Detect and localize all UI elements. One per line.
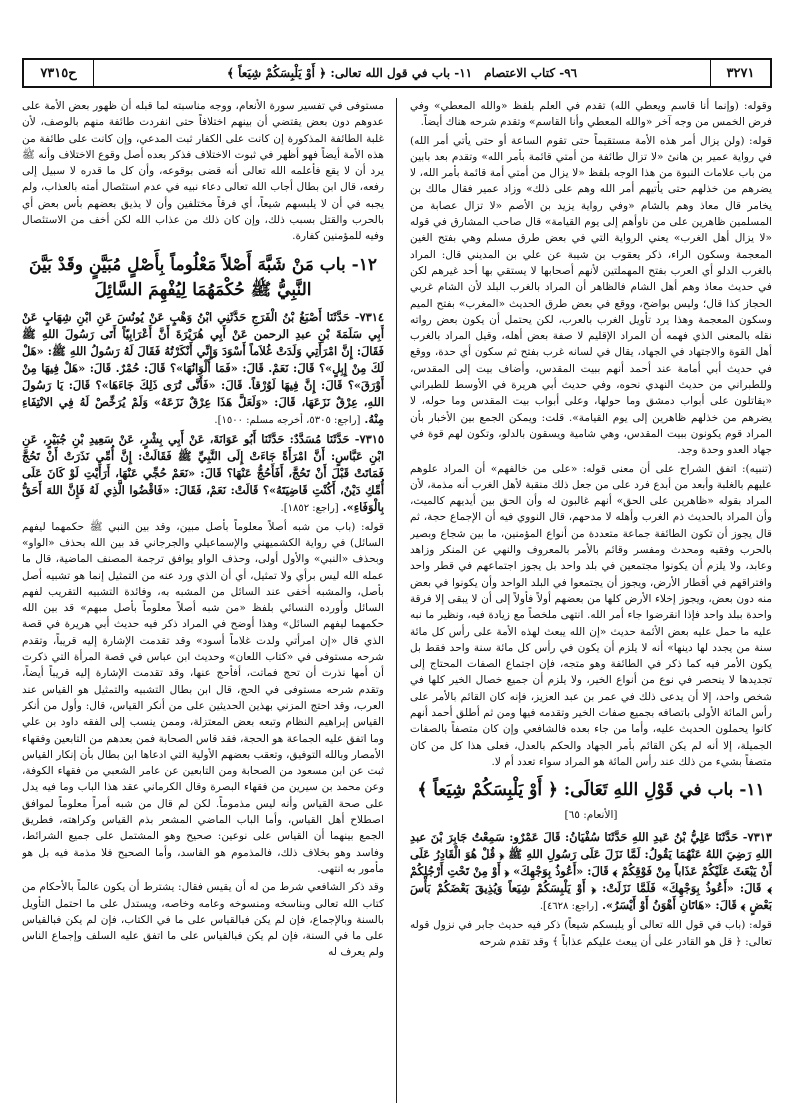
commentary-paragraph: [410, 133, 772, 459]
paragraph-text: ٧٣١٥- حَدَّثَنَا مُسَدَّدٌ: حَدَّثَنَا أَبُو عَوَانَةَ، عَنْ أَبِي بِشْرٍ، عَنْ سَعِيدِ بْنِ جُبَيْرٍ، عَنِ ابْنِ عَبَّاسٍ: أَنَّ امْرَأَةً جَاءَتْ إِلَى النَّبِيِّ ﷺ فَقَالَتْ: إِنَّ أُمِّي نَذَرَتْ أَنْ تَحُجَّ فَمَاتَتْ قَبْلَ أَنْ تَحُجَّ، أَفَأَحُجُّ عَنْهَا؟ قَالَ: «نَعَمْ حُجِّي عَنْهَا، أَرَأَيْتِ لَوْ كَانَ عَلَى أُمِّكِ دَيْنٌ، أَكُنْتِ قَاضِيَتَهُ»؟ قَالَتْ: نَعَمْ، فَقَالَ: «فَاقْضُوا الَّذِي لَهُ فَإِنَّ اللهَ أَحَقُّ بِالْوَفَاءِ».: [22, 431, 384, 514]
cross-reference: [راجع: ١٨٥٢].: [280, 502, 339, 514]
paragraph-text: وقد ذكر الشافعي شرط من له أن يقيس فقال: يشترط أن يكون عالماً بالأحكام من كتاب الله تعالى وبناسخه ومنسوخه وعامه وخاصه، ويستدل على ما احتمل التأويل بالسنة وبالإجماع، فإن لم يكن فبالقياس على ما في الكتاب، فإن لم يكن فبالقياس على ما في السنة، فإن لم يكن فبالقياس على ما اتفق عليه السلف وإجماع الناس ولم يعرف له: [22, 881, 384, 959]
paragraph-text: ٧٣١٤- حَدَّثَنَا أَصْبَغُ بْنُ الْفَرَجِ حَدَّثَنِي ابْنُ وَهْبٍ عَنْ يُونُسَ عَنِ ابْنِ شِهَابٍ عَنْ أَبِي سَلَمَةَ بْنِ عبدِ الرحمن عَنْ أَبِي هُرَيْرَةَ أَنَّ أَعْرَابِيّاً أَتَى رَسُولَ اللهِ ﷺ فَقَالَ: إِنَّ امْرَأَتِي وَلَدَتْ غُلاَماً أَسْوَدَ وَإِنِّي أَنْكَرْتُهُ فَقَالَ لَهُ رَسُولُ اللهِ ﷺ: «هَلْ لَكَ مِنْ إِبِلٍ»؟ قَالَ: نَعَمْ. قَالَ: «فَمَا أَلْوَانُهَا»؟ قَالَ: حُمْرٌ. قَالَ: «هَلْ فِيهَا مِنْ أَوْرَقَ»؟ قَالَ: إِنَّ فِيهَا لَوُرْقاً. قَالَ: «فَأَنَّى تُرَى ذَلِكَ جَاءَهَا»؟ قَالَ: يَا رَسُولَ اللهِ، عِرْقٌ نَزَعَهَا، قَالَ: «وَلَعَلَّ هَذَا عِرْقٌ نَزَعَهُ» وَلَمْ يُرَخِّصْ لَهُ فِي الانْتِفَاءِ مِنْهُ.: [22, 309, 384, 426]
commentary-paragraph: [22, 879, 384, 960]
book-title: ٩٦- كتاب الاعتصام: [484, 66, 578, 80]
right-column: [410, 98, 772, 1103]
paragraph-text: قوله: (باب في قول الله تعالى أو يلبسكم شيعاً) ذكر فيه حديث جابر في نزول قوله تعالى: ﴿ قل هو القادر على أن يبعث عليكم عذاباً ﴾ وقد تقدم شرحه: [410, 919, 772, 948]
page-number: ٣٢٧١: [710, 60, 770, 86]
cross-reference: [راجع: ٥٣٠٥، أخرجه مسلم: ١٥٠٠].: [214, 414, 361, 426]
paragraph-text: ٧٣١٣- حَدَّثَنَا عَلِيُّ بْنُ عَبدِ اللهِ حَدَّثَنَا سُفْيَانُ: قَالَ عَمْرٌو: سَمِعْتُ جَابِرَ بْنَ عبدِ اللهِ رَضِيَ اللهُ عَنْهُمَا يَقُولُ: لَمَّا نَزَلَ عَلَى رَسُولِ اللهِ ﷺ ﴿ قُلْ هُوَ الْقَادِرُ عَلَى أَنْ يَبْعَثَ عَلَيْكُمْ عَذَاباً مِنْ فَوْقِكُمْ ﴾ قَالَ: «أَعُوذُ بِوَجْهِكَ» ﴿ أَوْ مِنْ تَحْتِ أَرْجُلِكُمْ ﴾ قَالَ: «أَعُوذُ بِوَجْهِكَ» فَلَمَّا نَزَلَتْ: ﴿ أَوْ يَلْبِسَكُمْ شِيَعاً وَيُذِيقَ بَعْضَكُمْ بَأْسَ بَعْضٍ ﴾ قَالَ: «هَاتَانِ أَهْوَنُ أَوْ أَيْسَرُ».: [410, 830, 772, 913]
paragraph-text: ١٢- باب مَنْ شَبَّهَ أَصْلاً مَعْلُوماً بِأَصْلٍ مُبَيَّنٍ وقَدْ بَيَّنَ النَّبِيُّ ﷺ حُكْمَهُمَا لِيُفْهِمَ السَّائِلَ: [29, 254, 377, 300]
column-divider: [396, 98, 397, 1103]
commentary-paragraph: [22, 98, 384, 245]
cross-reference: [راجع: ٤٦٢٨].: [539, 901, 598, 913]
left-column: [22, 98, 384, 1103]
hadith-text: [410, 829, 772, 915]
chapter-heading: [22, 253, 384, 303]
paragraph-text: وقوله: (وإنما أنا قاسم ويعطي الله) تقدم في العلم بلفظ «والله المعطي» وفي فرض الخمس من وجه آخر «والله المعطي وأنا القاسم» وتقدم شرحه هناك أيضاً.: [410, 100, 772, 129]
hadith-range: ح٧٣١٥: [24, 60, 94, 86]
paragraph-text: (تنبيه): اتفق الشراح على أن معنى قوله: «على من خالفهم» أن المراد علوهم عليهم بالغلبة وأبعد من أبدع فرد على من جعل ذلك منقبة لأهل الغرب أنه مذمة، لأن المراد بقوله «ظاهرين على الحق» أنهم غالبون له وأن الحق بين أيديهم كالميت، وأن المراد بالحديث ذم الغرب وأهله لا مدحهم، قال النووي فيه أن الإجماع حجة، ثم قال يجوز أن تكون الطائفة جماعة متعددة من أنواع المؤمنين، ما بين شجاع وبصير بالحرب وفقيه ومحدث ومفسر وقائم بالأمر بالمعروف والنهي عن المنكر وزاهد وعابد، ولا يلزم أن يكونوا مجتمعين في بلد واحد بل يجوز اجتماعهم في قطر واحد وافتراقهم في أقطار الأرض، ويجوز أن يجتمعوا في البلد الواحد وأن يكونوا في بعض منه دون بعض، ويجوز إخلاء الأرض كلها من بعضهم أولاً فأولاً إلى أن لا يبقى إلا فرقة واحدة ببلد واحد فإذا انقرضوا جاء أمر الله. انتهى ملخصاً مع زيادة فيه، ونظير ما نبه عليه ما حمل عليه بعض الأئمة حديث «إن الله يبعث لهذه الأمة على رأس كل مائة سنة من يجدد لها دينها» أنه لا يلزم أن يكون في رأس كل مائة سنة واحد فقط بل يكون الأمر فيه كما ذكر في الطائفة وهو متجه، فإن اجتماع الصفات المحتاج إلى تجديدها لا ينحصر في نوع من أنواع الخير، ولا يلزم أن جميع خصال الخير كلها في شخص واحد، إلا أن يدعى ذلك في عمر بن عبد العزيز، فإنه كان القائم بالأمر على رأس المائة الأولى باتصافه بجميع صفات الخير وتقدمه فيها ومن ثم أطلق أحمد أنهم كانوا يحملون الحديث عليه، وأما من جاء بعده فالشافعي وإن كان متصفاً بالصفات الجميلة، إلا أنه لم يكن القائم بأمر الجهاد والحكم بالعدل، فعلى هذا كل من كان متصفاً بشيء من ذلك عند رأس المائة هو المراد سواء تعدد أم لا.: [410, 462, 772, 768]
chapter-title: ١١- باب في قول الله تعالى: ﴿ أَوْ يَلْبِسَكُمْ شِيَعاً ﴾: [226, 66, 473, 80]
commentary-paragraph: [22, 519, 384, 878]
verse-reference: [410, 807, 772, 823]
page: [22, 58, 772, 1108]
running-title: [94, 60, 710, 86]
commentary-paragraph: [410, 917, 772, 950]
paragraph-text: ١١- باب في قَوْلِ اللهِ تَعَالَى: ﴿ أَوْ يَلْبِسَكُمْ شِيَعاً ﴾: [417, 780, 765, 801]
paragraph-text: مستوفى في تفسير سورة الأنعام، ووجه مناسبته لما قبله أن ظهور بعض الأمة على عدوهم دون بعض يقتضي أن بينهم اختلافاً حتى انفردت طائفة منهم بالوصف، لأن غلبة الطائفة المذكورة إن كانت على الكفار ثبت المدعي، وإن كانت على طائفة من هذه الأمة أيضاً فهو أظهر في ثبوت الاختلاف فذكر بعده أصل وقوع الاختلاف وأنه ﷺ يرد أن لا يقع فأعلمه الله تعالى أنه قضى بوقوعه، وأن كل ما قدره لا سبيل إلى رفعه، قال ابن بطال أجاب الله تعالى دعاء نبيه في عدم استئصال أمته بالعذاب، ولم يجبه في أن لا يلبسهم شيعاً، أي فرقاً مختلفين وأن لا يذيق بعضهم بأس بعض أي بالحرب والقتل بسبب ذلك، وإن كان ذلك من عذاب الله لكن أخف من الاستئصال وفيه للمؤمنين كفارة.: [22, 100, 384, 243]
chapter-heading: [410, 778, 772, 803]
paragraph-text: قوله: (ولن يزال أمر هذه الأمة مستقيماً حتى تقوم الساعة أو حتى يأتي أمر الله) في رواية عمير بن هانئ «لا تزال طائفة من أمتي قائمة بأمر الله» وتقدم بعد بابين من باب علامات النبوة من هذا الوجه بلفظ «لا يزال من أمتي أمة قائمة بأمر الله، لا يضرهم من خذلهم حتى يأتيهم أمر الله وهم على ذلك» وزاد عمير فقال مالك بن يخامر قال معاذ وهم بالشام «وفي رواية يزيد بن الأصم «لا تزال عصابة من المسلمين ظاهرين على من ناوأهم إلى يوم القيامة» قال صاحب المشارق في قوله «لا يزال أهل الغرب» يعني الرواية التي في بعض طرق مسلم وهي بفتح الغين المعجمة وسكون الراء، ذكر يعقوب بن شيبة عن علي بن المديني قال: المراد بالغرب الدلو أي العرب بفتح المهملتين لأنهم أصحابها لا يستقي بها أحد غيرهم لكن في حديث معاذ وهم أهل الشام فالظاهر أن المراد بالغرب البلد لأن الشام غربي الحجاز كذا قال؛ وليس بواضح، ووقع في بعض طرق الحديث «المغرب» بفتح الميم وسكون المعجمة وهذا يرد تأويل الغرب بالعرب، لكن يحتمل أن يكون بعض رواته نقله بالمعنى الذي فهمه أن المراد الإقليم لا صفة بعض أهله، وقيل المراد بالغرب أهل القوة والاجتهاد في الجهاد، يقال في لسانه غرب بفتح ثم سكون أي حدة، ووقع في حديث أبي أمامة عند أحمد أنهم ببيت المقدس، وأضاف بيت إلى المقدس، وللطبراني من حديث النهدي نحوه، وفي حديث أبي هريرة في الأوسط للطبراني «يقاتلون على أبواب دمشق وما حولها، وعلى أبواب بيت المقدس وما حوله، لا يضرهم من خذلهم ظاهرين إلى يوم القيامة». قلت: ويمكن الجمع بين الأخبار بأن المراد قوم يكونون ببيت المقدس، وهي شامية ويسقون بالدلو، وتكون لهم قوة في جهاد العدو وحدة وجد.: [410, 134, 772, 457]
running-header: [22, 58, 772, 88]
hadith-text: [22, 309, 384, 429]
hadith-text: [22, 431, 384, 517]
paragraph-text: قوله: (باب من شبه أصلاً معلوماً بأصل مبين، وقد بين النبي ﷺ حكمهما ليفهم السائل) في رواية الكشميهني والإسماعيلي والجرجاني قد بين الله بحذف «الواو» وبحذف «النبي» والأول أولى، وحذف الواو يوافق ترجمة المصنف الماضية، قال ما عمله الله ليس برأي ولا تمثيل، أي أن الذي ورد عنه من التمثيل إنما هو تشبيه أصل بأصل، والمشبه أخفى عند السائل من المشبه به، وفائدة التشبيه التقريب لفهم السائل وأورده النسائي بلفظ «من شبه أصلاً معلوماً بأصل مبهم» قد بين الله حكمهما ليفهم السائل» وهذا أوضح في المراد ذكر فيه حديث أبي هريرة في قصة الذي قال «إن امرأتي ولدت غلاماً أسود» وقد تقدمت الإشارة إليه قريباً، وتقدم شرحه مستوفى في «كتاب اللعان» وحديث ابن عباس في قصة المرأة التي ذكرت أن أمها نذرت أن تحج فماتت، أفأحج عنها، وقد تقدمت الإشارة إليه قريباً أيضاً، وتقدم شرحه مستوفى في الحج، قال ابن بطال التشبيه والتمثيل هو القياس عند العرب، وقد احتج المزني بهذين الحديثين على من أنكر القياس، قال: وأول من أنكر القياس إبراهيم النظام وتبعه بعض المعتزلة، وممن ينسب إلى الفقه داود بن علي وما اتفق عليه الجماعة هو الحجة، فقد قاس الصحابة فمن بعدهم من التابعين وفقهاء الأمصار وبالله التوفيق، وتعقب بعضهم الأولية التي ادعاها ابن بطال بأن إنكار القياس ثبت عن ابن مسعود من الصحابة ومن التابعين عن عامر الشعبي من فقهاء الكوفة، وعن محمد بن سيرين من فقهاء البصرة وقال الكرماني عقد هذا الباب وما فيه يدل على صحة القياس وأنه ليس مذموماً. لكن لم قال من شبه أمراً معلوماً لموافق اصطلاح أهل القياس، وأما الباب الماضي المشعر بذم القياس وكراهته، فطريق الجمع بينهما أن القياس على نوعين: صحيح وهو المشتمل على جميع الشرائط، وفاسد وهو بخلاف ذلك، فالمذموم هو الفاسد، وأما الصحيح فلا مذمة فيه بل هو مأمور به انتهى.: [22, 520, 384, 875]
paragraph-text: [الأنعام: ٦٥]: [564, 809, 618, 822]
commentary-paragraph: [410, 461, 772, 771]
commentary-paragraph: [410, 98, 772, 131]
